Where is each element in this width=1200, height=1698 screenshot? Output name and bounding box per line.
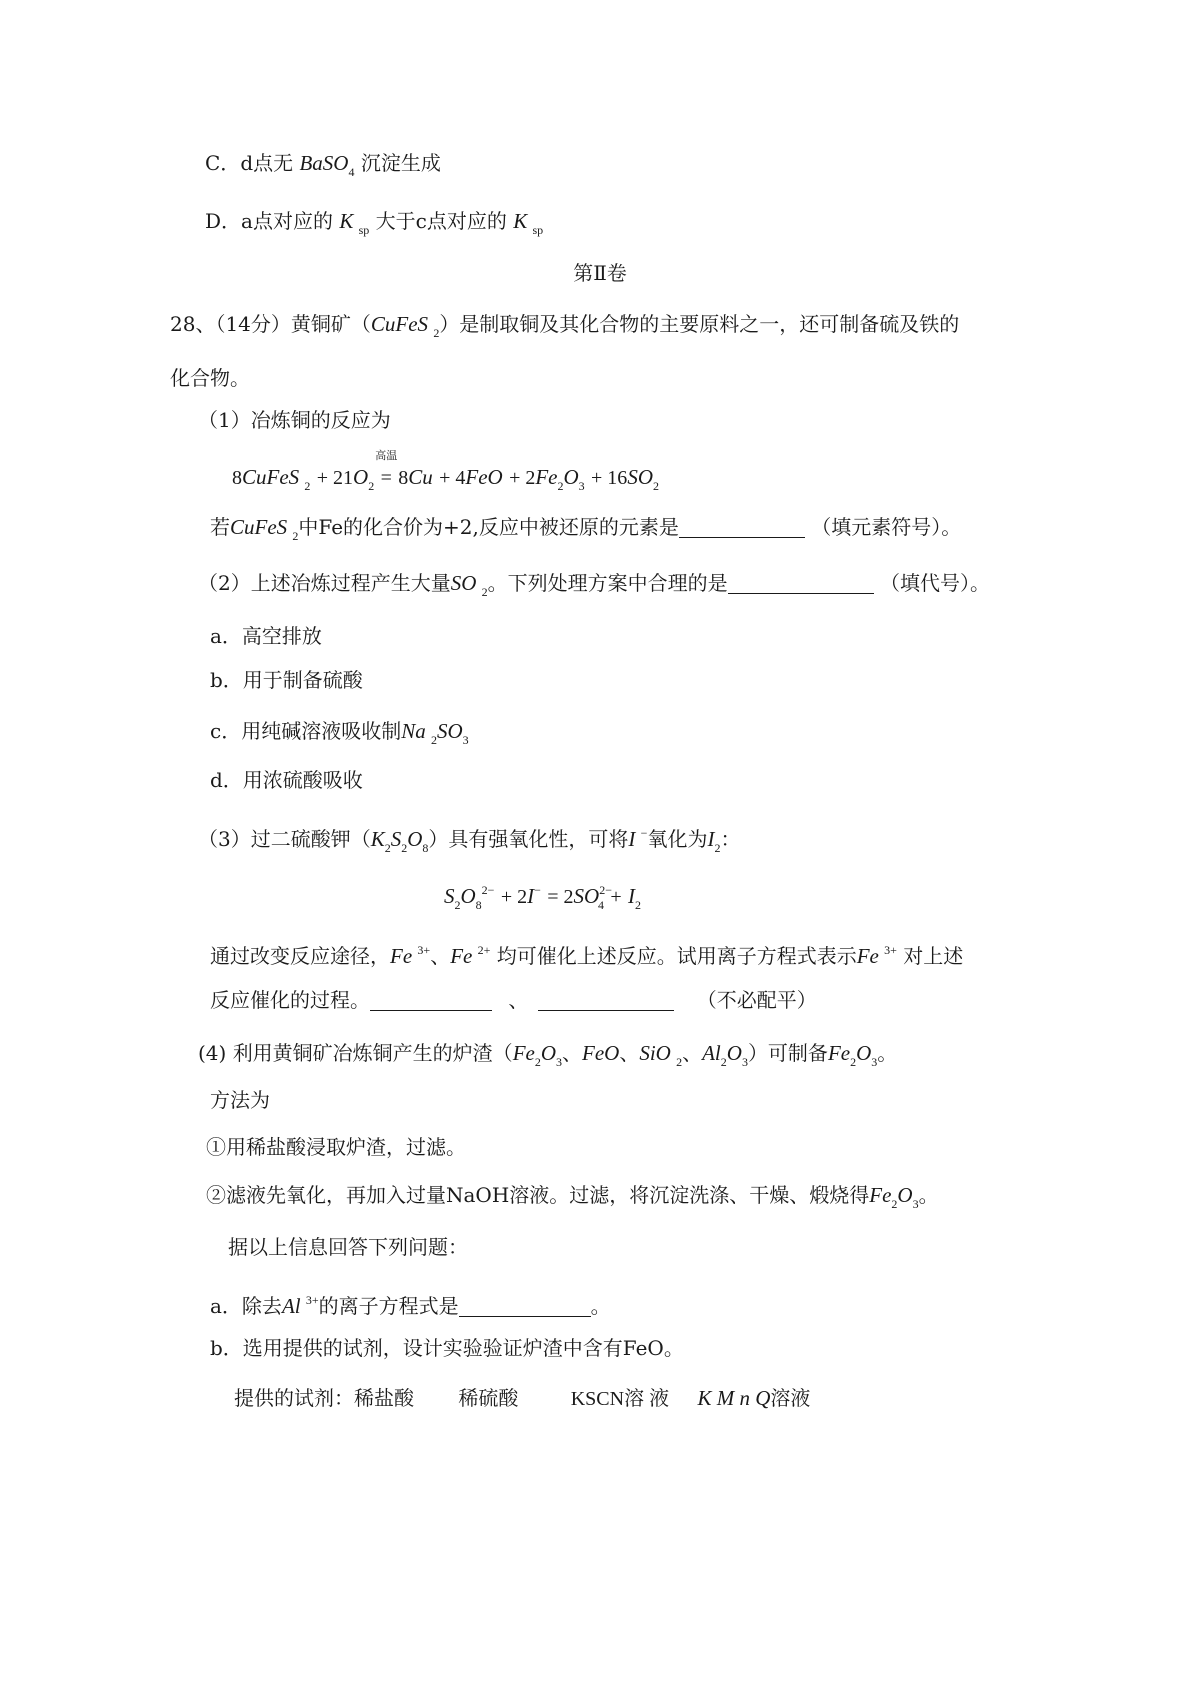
q28-part2-title: （2）上述冶炼过程产生大量SO $_2$。下列处理方案中合理的是 （填代号）。 [198,571,991,599]
option-d [205,206,543,245]
q28-number: 28、 [170,312,216,336]
answer-blank-5[interactable] [459,1294,591,1317]
option-c-after: 沉淀生成 [360,151,441,175]
option-c [205,148,441,187]
equals-with-condition: 高温 = [381,463,392,493]
reagent-4-label: 溶液 [770,1386,811,1410]
formula-ksp-c: K $_{sp}$ [513,209,544,237]
q28-part2-option-c: c．用纯碱溶液吸收制Na $_2SO_3$ [210,719,469,747]
q28-part3-equation: $S_2O_8^{2-} + 2I^- = 2SO^{2-}_4 + I_2$ [444,883,641,912]
condition-high-temp: 高温 [375,449,398,462]
answer-blank-2[interactable] [728,571,874,594]
q28-part2-option-a: a．高空排放 [210,624,322,648]
q28-part4-method: 方法为 [210,1088,270,1112]
option-d-label: D． [205,209,242,233]
reagent-4-formula: K M n Q [697,1386,771,1410]
formula-cufes2: CuFeS $_2$ [370,312,440,340]
option-d-mid: 大于c点对应的 [375,209,507,233]
q28-stem [170,309,959,348]
option-d-pre: a点对应的 [241,209,333,233]
formula-ksp-a: K $_{sp}$ [339,209,370,237]
q28-part1-question: 若CuFeS $_2$中Fe的化合价为+2,反应中被还原的元素是 （填元素符号）。 [210,515,962,543]
q28-part3-text2: 反应催化的过程。 、 （不必配平） [210,988,817,1012]
q28-part4-step2: ②滤液先氧化，再加入过量NaOH溶液。过滤，将沉淀洗涤、干燥、煅烧得$Fe_2O_3$。 [206,1183,939,1211]
reagent-3: KSCN溶 液 [570,1388,670,1410]
reagents-label: 提供的试剂： [234,1386,354,1410]
section-title: 第Ⅱ卷 [573,261,627,285]
answer-blank-3[interactable] [370,988,492,1011]
q28-part1-title: （1）冶炼铜的反应为 [198,408,391,432]
q28-part4-reagents [234,1383,810,1414]
q28-part4-title: (4) 利用黄铜矿冶炼铜产生的炉渣（$Fe_2O_3$、FeO、SiO $_2$、$Al_2O_3$）可制备$Fe_2O_3$。 [198,1041,898,1069]
q28-part1-equation: 8CuFeS $_2 + 21O_2$ 高温 = $8Cu + 4FeO + 2Fe_2O_3 + 16SO_2$ [232,462,659,501]
q28-part2-option-d: d．用浓硫酸吸收 [210,768,363,792]
q28-part4-question-b: b．选用提供的试剂，设计实验验证炉渣中含有FeO。 [210,1336,684,1360]
option-c-label: C． [205,151,241,175]
option-c-pre: d点无 [240,151,294,175]
q28-part2-option-b: b．用于制备硫酸 [210,668,363,692]
formula-cufes2-b: CuFeS $_2$ [230,515,299,543]
q28-stem-line2: 化合物。 [170,366,250,390]
reagent-1: 稀盐酸 [354,1386,414,1410]
answer-blank-4[interactable] [538,988,674,1011]
q28-part4-question-a: a．除去Al $^{3+}$的离子方程式是 。 [210,1293,611,1318]
answer-blank-1[interactable] [679,515,805,538]
q28-part3-title: （3）过二硫酸钾$(K_2S_2O_8)$具有强氧化性，可将I −氧化为$I_2$： [198,826,741,855]
formula-baso4: BaSO$_4$ [299,151,355,179]
q28-stem-rest: ）是制取铜及其化合物的主要原料之一，还可制备硫及铁的 [439,312,960,336]
q28-part4-prompt: 据以上信息回答下列问题： [228,1235,468,1259]
q28-part4-step1: ①用稀盐酸浸取炉渣，过滤。 [206,1135,466,1159]
q28-part3-text1: 通过改变反应途径，Fe $^{3+}$、Fe $^{2+}$ 均可催化上述反应。试用离子方程式表示Fe $^{3+}$ 对上述 [210,943,964,968]
reagent-2: 稀硫酸 [458,1386,519,1410]
q28-score: （14分）黄铜矿（ [215,312,371,336]
